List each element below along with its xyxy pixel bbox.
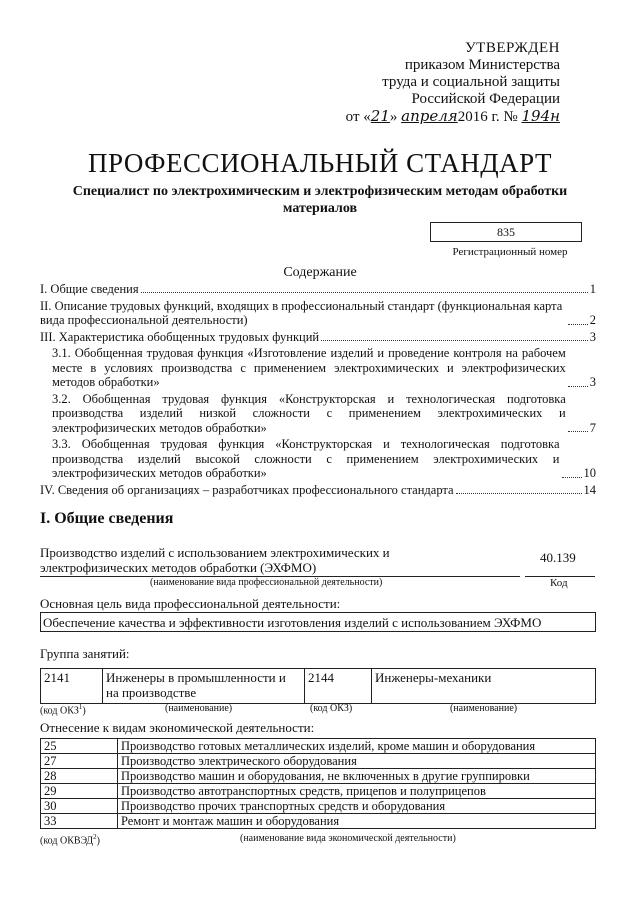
date-month: апреля [401, 107, 458, 125]
activity-code: 40.139 [540, 550, 576, 565]
occ-caption-name-2: (наименование) [450, 703, 518, 714]
page-title: ПРОФЕССИОНАЛЬНЫЙ СТАНДАРТ [87, 148, 553, 178]
approval-line-3: Российской Федерации [411, 91, 560, 107]
approval-block [0, 40, 560, 126]
date-day: 21 [370, 107, 390, 125]
occ-code: 2141 [41, 669, 103, 704]
approval-line-1: приказом Министерства [404, 57, 560, 73]
registration-label: Регистрационный номер [452, 246, 568, 258]
table-row: 25 Производство готовых металлических изделий, кроме машин и оборудования [41, 739, 596, 754]
section-title: I. Общие сведения [40, 510, 174, 527]
econ-caption-code: (код ОКВЭД$^2$) [40, 833, 100, 847]
order-number: 194н [521, 107, 560, 125]
registration-number: 835 [430, 222, 582, 242]
group-label: Группа занятий: [40, 646, 130, 661]
toc-item[interactable]: II. Описание трудовых функций, входящих в профессиональный стандарт (функциональная карта вида профессиональной деятельности) 2 [40, 298, 596, 327]
approval-heading: УТВЕРЖДЕН [465, 40, 560, 56]
toc-heading: Содержание [283, 265, 357, 280]
goal-label: Основная цель вида профессиональной деятельности: [40, 596, 341, 611]
table-row: 27 Производство электрического оборудования [41, 754, 596, 769]
page-subtitle: Специалист по электрохимическим и электрофизическим методам обработки материалов [72, 184, 568, 216]
toc-item[interactable]: III. Характеристика обобщенных трудовых функций 3 [40, 329, 596, 344]
econ-label: Отнесение к видам экономической деятельности: [40, 720, 315, 735]
table-row: 28 Производство машин и оборудования, не включенных в другие группировки [41, 769, 596, 784]
date-year: 2016 г. № [457, 109, 518, 125]
occupations-table [40, 668, 596, 704]
table-row: 29 Производство автотранспортных средств, прицепов и полуприцепов [41, 784, 596, 799]
toc-item[interactable]: 3.2. Обобщенная трудовая функция «Конструкторская и технологическая подготовка производства изделий низкой сложности с применением электрохимических и электрофизических методов обработки» 7 [52, 391, 596, 435]
table-of-contents [40, 282, 596, 499]
table-row [41, 669, 596, 704]
goal-text: Обеспечение качества и эффективности изготовления изделий с использованием ЭХФМО [40, 612, 596, 632]
activity-caption: (наименование вида профессиональной деятельности) [150, 577, 383, 588]
toc-item[interactable]: 3.1. Обобщенная трудовая функция «Изготовление изделий и проведение контроля на рабочем месте в условиях производства с применением электрохимических и электрофизических методов обработки» 3 [52, 346, 596, 389]
occ-caption-code-2: (код ОКЗ) [310, 703, 353, 714]
toc-item[interactable]: I. Общие сведения 1 [40, 282, 596, 296]
approval-date-line [0, 108, 560, 126]
table-row: 30 Производство прочих транспортных средств и оборудования [41, 799, 596, 814]
occ-code: 2144 [305, 669, 372, 704]
occ-caption-name: (наименование) [165, 703, 233, 714]
econ-table [40, 738, 596, 829]
occ-name: Инженеры-механики [372, 669, 596, 704]
econ-caption-name: (наименование вида экономической деятельности) [240, 833, 456, 844]
date-mid: » [389, 109, 402, 125]
table-row: 33 Ремонт и монтаж машин и оборудования [41, 814, 596, 829]
occ-caption-code: (код ОКЗ$^1$) [40, 703, 86, 717]
toc-item[interactable]: IV. Сведения об организациях – разработчиках профессионального стандарта 14 [40, 482, 596, 497]
toc-item[interactable]: 3.3. Обобщенная трудовая функция «Конструкторская и технологическая подготовка производства изделий высокой сложности с применением электрохимических и электрофизических методов обработки» 10 [52, 437, 596, 480]
date-prefix: от « [345, 109, 371, 125]
code-caption: Код [550, 577, 568, 589]
occ-name: Инженеры в промышленности и на производстве [103, 669, 305, 704]
activity-name: Производство изделий с использованием электрохимических и электрофизических методов обработки (ЭХФМО) [40, 545, 390, 575]
approval-line-2: труда и социальной защиты [382, 74, 560, 90]
